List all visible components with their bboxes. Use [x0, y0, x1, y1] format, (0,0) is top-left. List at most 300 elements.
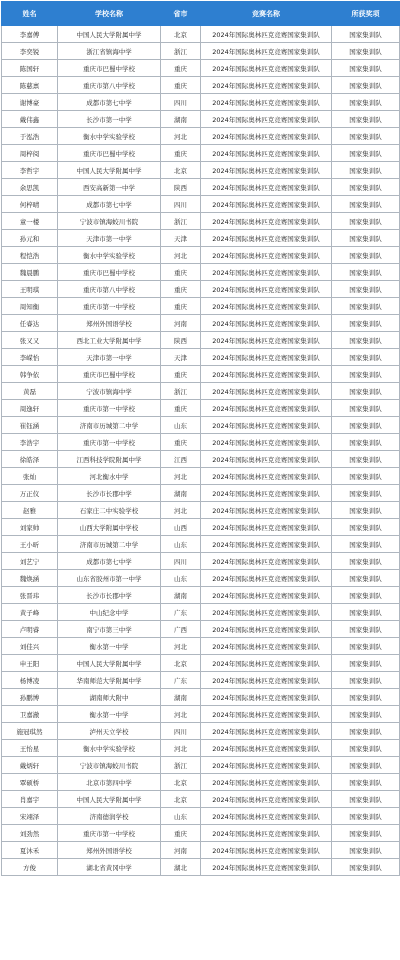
cell-province: 广东: [161, 604, 201, 621]
cell-competition: 2024年国际奥林匹克竞赛国家集训队: [201, 145, 332, 162]
table-row: [2, 638, 400, 655]
cell-name: 李浩宇: [2, 434, 58, 451]
cell-award: 国家集训队: [332, 859, 400, 876]
cell-award: 国家集训队: [332, 145, 400, 162]
cell-award: 国家集训队: [332, 60, 400, 77]
cell-award: 国家集训队: [332, 519, 400, 536]
cell-name: 张晋玮: [2, 587, 58, 604]
cell-competition: 2024年国际奥林匹克竞赛国家集训队: [201, 825, 332, 842]
cell-name: 魏焕涵: [2, 570, 58, 587]
cell-province: 河北: [161, 502, 201, 519]
header-award: 所获奖项: [332, 2, 400, 26]
cell-name: 于泓浩: [2, 128, 58, 145]
cell-award: 国家集训队: [332, 621, 400, 638]
cell-school: 长沙市长郡中学: [58, 587, 161, 604]
cell-province: 重庆: [161, 366, 201, 383]
cell-award: 国家集训队: [332, 162, 400, 179]
cell-province: 重庆: [161, 298, 201, 315]
cell-name: 王明琪: [2, 281, 58, 298]
cell-school: 济南德润学校: [58, 808, 161, 825]
cell-name: 申王阳: [2, 655, 58, 672]
cell-school: 长沙市第一中学: [58, 111, 161, 128]
cell-competition: 2024年国际奥林匹克竞赛国家集训队: [201, 485, 332, 502]
cell-province: 广西: [161, 621, 201, 638]
cell-school: 郑州外国语学校: [58, 315, 161, 332]
cell-province: 河北: [161, 247, 201, 264]
cell-award: 国家集训队: [332, 740, 400, 757]
cell-school: 郑州外国语学校: [58, 842, 161, 859]
cell-school: 重庆市巴蜀中学校: [58, 264, 161, 281]
cell-award: 国家集训队: [332, 230, 400, 247]
cell-competition: 2024年国际奥林匹克竞赛国家集训队: [201, 553, 332, 570]
cell-award: 国家集训队: [332, 349, 400, 366]
cell-award: 国家集训队: [332, 196, 400, 213]
cell-name: 李奕锐: [2, 43, 58, 60]
cell-award: 国家集训队: [332, 315, 400, 332]
cell-province: 浙江: [161, 757, 201, 774]
cell-award: 国家集训队: [332, 502, 400, 519]
cell-province: 陕西: [161, 179, 201, 196]
cell-competition: 2024年国际奥林匹克竞赛国家集训队: [201, 400, 332, 417]
cell-province: 四川: [161, 723, 201, 740]
cell-school: 重庆市第一中学校: [58, 434, 161, 451]
cell-competition: 2024年国际奥林匹克竞赛国家集训队: [201, 706, 332, 723]
cell-school: 石家庄二中实验学校: [58, 502, 161, 519]
cell-school: 泸州天立学校: [58, 723, 161, 740]
cell-award: 国家集训队: [332, 536, 400, 553]
table-row: [2, 859, 400, 876]
cell-province: 河南: [161, 315, 201, 332]
cell-award: 国家集训队: [332, 128, 400, 145]
cell-name: 赵雅: [2, 502, 58, 519]
table-body: [2, 26, 400, 876]
cell-competition: 2024年国际奥林匹克竞赛国家集训队: [201, 519, 332, 536]
cell-award: 国家集训队: [332, 791, 400, 808]
table-row: [2, 434, 400, 451]
cell-name: 王小昕: [2, 536, 58, 553]
cell-award: 国家集训队: [332, 264, 400, 281]
cell-name: 周知衡: [2, 298, 58, 315]
cell-province: 湖南: [161, 485, 201, 502]
table-row: [2, 621, 400, 638]
table-row: [2, 672, 400, 689]
cell-name: 刘家帅: [2, 519, 58, 536]
cell-school: 南宁市第三中学: [58, 621, 161, 638]
cell-name: 覃硕桥: [2, 774, 58, 791]
cell-name: 卢明睿: [2, 621, 58, 638]
table-row: [2, 315, 400, 332]
cell-name: 刘佳兴: [2, 638, 58, 655]
cell-school: 宁波市镇海中学: [58, 383, 161, 400]
table-row: [2, 706, 400, 723]
header-name: 姓名: [2, 2, 58, 26]
header-school: 学校名称: [58, 2, 161, 26]
cell-name: 李嘉傅: [2, 26, 58, 43]
cell-school: 衡水第一中学: [58, 706, 161, 723]
cell-award: 国家集训队: [332, 94, 400, 111]
cell-competition: 2024年国际奥林匹克竞赛国家集训队: [201, 111, 332, 128]
cell-competition: 2024年国际奥林匹克竞赛国家集训队: [201, 162, 332, 179]
cell-province: 重庆: [161, 825, 201, 842]
cell-school: 衡水中学实验学校: [58, 740, 161, 757]
table-row: [2, 791, 400, 808]
cell-province: 重庆: [161, 264, 201, 281]
cell-award: 国家集训队: [332, 451, 400, 468]
cell-province: 浙江: [161, 383, 201, 400]
cell-name: 程恺浩: [2, 247, 58, 264]
cell-school: 中山纪念中学: [58, 604, 161, 621]
cell-name: 黄磊: [2, 383, 58, 400]
award-list-table: [1, 1, 400, 876]
cell-competition: 2024年国际奥林匹克竞赛国家集训队: [201, 383, 332, 400]
cell-award: 国家集训队: [332, 757, 400, 774]
cell-province: 江西: [161, 451, 201, 468]
cell-school: 衡水中学实验学校: [58, 247, 161, 264]
cell-award: 国家集训队: [332, 434, 400, 451]
cell-name: 周逸轩: [2, 400, 58, 417]
table-row: [2, 485, 400, 502]
cell-province: 湖北: [161, 859, 201, 876]
cell-competition: 2024年国际奥林匹克竞赛国家集训队: [201, 774, 332, 791]
cell-competition: 2024年国际奥林匹克竞赛国家集训队: [201, 451, 332, 468]
cell-award: 国家集训队: [332, 553, 400, 570]
table-row: [2, 281, 400, 298]
table-row: [2, 383, 400, 400]
cell-award: 国家集训队: [332, 366, 400, 383]
cell-competition: 2024年国际奥林匹克竞赛国家集训队: [201, 417, 332, 434]
cell-province: 北京: [161, 774, 201, 791]
cell-name: 韩争依: [2, 366, 58, 383]
cell-competition: 2024年国际奥林匹克竞赛国家集训队: [201, 230, 332, 247]
cell-province: 河北: [161, 468, 201, 485]
cell-school: 山东省胶州市第一中学: [58, 570, 161, 587]
cell-competition: 2024年国际奥林匹克竞赛国家集训队: [201, 196, 332, 213]
cell-award: 国家集训队: [332, 400, 400, 417]
table-row: [2, 502, 400, 519]
cell-name: 刘劲然: [2, 825, 58, 842]
cell-competition: 2024年国际奥林匹克竞赛国家集训队: [201, 723, 332, 740]
cell-name: 张又又: [2, 332, 58, 349]
cell-school: 湖南师大附中: [58, 689, 161, 706]
cell-award: 国家集训队: [332, 26, 400, 43]
table-row: [2, 536, 400, 553]
table-row: [2, 145, 400, 162]
cell-province: 重庆: [161, 77, 201, 94]
cell-award: 国家集训队: [332, 332, 400, 349]
cell-province: 山东: [161, 808, 201, 825]
cell-school: 重庆市巴蜀中学校: [58, 145, 161, 162]
cell-school: 重庆市第八中学校: [58, 77, 161, 94]
cell-competition: 2024年国际奥林匹克竞赛国家集训队: [201, 757, 332, 774]
cell-name: 孙元和: [2, 230, 58, 247]
cell-province: 山东: [161, 417, 201, 434]
cell-award: 国家集训队: [332, 111, 400, 128]
table-row: [2, 298, 400, 315]
header-competition: 竞赛名称: [201, 2, 332, 26]
table-row: [2, 43, 400, 60]
table-row: [2, 94, 400, 111]
cell-province: 重庆: [161, 400, 201, 417]
cell-school: 中国人民大学附属中学: [58, 655, 161, 672]
cell-school: 北京市第四中学: [58, 774, 161, 791]
cell-name: 刘艺宁: [2, 553, 58, 570]
cell-competition: 2024年国际奥林匹克竞赛国家集训队: [201, 349, 332, 366]
cell-province: 北京: [161, 655, 201, 672]
cell-province: 重庆: [161, 434, 201, 451]
cell-competition: 2024年国际奥林匹克竞赛国家集训队: [201, 570, 332, 587]
cell-name: 宋翊泽: [2, 808, 58, 825]
cell-school: 重庆市第一中学校: [58, 400, 161, 417]
cell-school: 衡水第一中学: [58, 638, 161, 655]
cell-school: 华南师范大学附属中学: [58, 672, 161, 689]
cell-province: 四川: [161, 94, 201, 111]
cell-award: 国家集训队: [332, 485, 400, 502]
cell-province: 天津: [161, 230, 201, 247]
cell-name: 戴炳轩: [2, 757, 58, 774]
cell-province: 浙江: [161, 43, 201, 60]
cell-competition: 2024年国际奥林匹克竞赛国家集训队: [201, 621, 332, 638]
cell-school: 成都市第七中学: [58, 196, 161, 213]
cell-province: 湖南: [161, 689, 201, 706]
cell-name: 童一楼: [2, 213, 58, 230]
cell-province: 山东: [161, 536, 201, 553]
cell-award: 国家集训队: [332, 247, 400, 264]
cell-school: 宁波市镇海蛟川书院: [58, 213, 161, 230]
cell-name: 夏沐禾: [2, 842, 58, 859]
cell-award: 国家集训队: [332, 655, 400, 672]
cell-competition: 2024年国际奥林匹克竞赛国家集训队: [201, 434, 332, 451]
table-row: [2, 808, 400, 825]
cell-award: 国家集训队: [332, 604, 400, 621]
cell-name: 何梓晴: [2, 196, 58, 213]
cell-award: 国家集训队: [332, 77, 400, 94]
cell-school: 河北衡水中学: [58, 468, 161, 485]
cell-competition: 2024年国际奥林匹克竞赛国家集训队: [201, 247, 332, 264]
cell-competition: 2024年国际奥林匹克竞赛国家集训队: [201, 298, 332, 315]
cell-competition: 2024年国际奥林匹克竞赛国家集训队: [201, 77, 332, 94]
cell-school: 重庆市第一中学校: [58, 825, 161, 842]
header-row: [2, 2, 400, 26]
table-row: [2, 400, 400, 417]
cell-school: 西北工业大学附属中学: [58, 332, 161, 349]
table-row: [2, 553, 400, 570]
cell-province: 湖南: [161, 111, 201, 128]
cell-name: 余思凯: [2, 179, 58, 196]
cell-name: 黄子峰: [2, 604, 58, 621]
cell-competition: 2024年国际奥林匹克竞赛国家集训队: [201, 264, 332, 281]
cell-province: 广东: [161, 672, 201, 689]
cell-name: 肖嘉宇: [2, 791, 58, 808]
cell-award: 国家集训队: [332, 179, 400, 196]
table-row: [2, 655, 400, 672]
cell-name: 杨博凌: [2, 672, 58, 689]
cell-name: 任睿达: [2, 315, 58, 332]
cell-competition: 2024年国际奥林匹克竞赛国家集训队: [201, 740, 332, 757]
cell-school: 济南市历城第二中学: [58, 417, 161, 434]
table-row: [2, 723, 400, 740]
cell-province: 重庆: [161, 281, 201, 298]
table-row: [2, 570, 400, 587]
cell-name: 李嵘怡: [2, 349, 58, 366]
cell-award: 国家集训队: [332, 281, 400, 298]
table-row: [2, 264, 400, 281]
table-row: [2, 604, 400, 621]
table-row: [2, 128, 400, 145]
cell-award: 国家集训队: [332, 587, 400, 604]
table-row: [2, 196, 400, 213]
table-row: [2, 740, 400, 757]
cell-school: 宁波市镇海蛟川书院: [58, 757, 161, 774]
cell-province: 湖南: [161, 587, 201, 604]
cell-school: 重庆市巴蜀中学校: [58, 366, 161, 383]
cell-school: 浙江省镇海中学: [58, 43, 161, 60]
cell-competition: 2024年国际奥林匹克竞赛国家集训队: [201, 791, 332, 808]
cell-competition: 2024年国际奥林匹克竞赛国家集训队: [201, 808, 332, 825]
table-row: [2, 247, 400, 264]
cell-award: 国家集训队: [332, 570, 400, 587]
cell-province: 河北: [161, 638, 201, 655]
cell-award: 国家集训队: [332, 723, 400, 740]
cell-name: 陈慈禀: [2, 77, 58, 94]
table-row: [2, 230, 400, 247]
cell-school: 济南市历城第二中学: [58, 536, 161, 553]
cell-competition: 2024年国际奥林匹克竞赛国家集训队: [201, 179, 332, 196]
cell-province: 河北: [161, 706, 201, 723]
cell-school: 成都市第七中学: [58, 94, 161, 111]
cell-school: 中国人民大学附属中学: [58, 26, 161, 43]
cell-award: 国家集训队: [332, 298, 400, 315]
cell-competition: 2024年国际奥林匹克竞赛国家集训队: [201, 604, 332, 621]
table-row: [2, 519, 400, 536]
table-row: [2, 77, 400, 94]
cell-province: 四川: [161, 196, 201, 213]
cell-competition: 2024年国际奥林匹克竞赛国家集训队: [201, 587, 332, 604]
cell-province: 重庆: [161, 145, 201, 162]
cell-name: 周梓阅: [2, 145, 58, 162]
cell-name: 徐皓泽: [2, 451, 58, 468]
cell-competition: 2024年国际奥林匹克竞赛国家集训队: [201, 26, 332, 43]
cell-award: 国家集训队: [332, 417, 400, 434]
cell-school: 衡水中学实验学校: [58, 128, 161, 145]
cell-school: 天津市第一中学: [58, 230, 161, 247]
cell-award: 国家集训队: [332, 689, 400, 706]
cell-award: 国家集训队: [332, 842, 400, 859]
cell-school: 重庆市巴蜀中学校: [58, 60, 161, 77]
cell-competition: 2024年国际奥林匹克竞赛国家集训队: [201, 672, 332, 689]
cell-competition: 2024年国际奥林匹克竞赛国家集训队: [201, 94, 332, 111]
cell-award: 国家集训队: [332, 672, 400, 689]
cell-award: 国家集训队: [332, 43, 400, 60]
table-row: [2, 689, 400, 706]
cell-province: 河北: [161, 128, 201, 145]
table-row: [2, 349, 400, 366]
cell-name: 魏晨鹏: [2, 264, 58, 281]
cell-school: 西安高新第一中学: [58, 179, 161, 196]
table-row: [2, 825, 400, 842]
cell-province: 陕西: [161, 332, 201, 349]
cell-competition: 2024年国际奥林匹克竞赛国家集训队: [201, 536, 332, 553]
cell-name: 孙鹏博: [2, 689, 58, 706]
table-row: [2, 111, 400, 128]
table-row: [2, 60, 400, 77]
cell-name: 陈国轩: [2, 60, 58, 77]
table-row: [2, 366, 400, 383]
cell-award: 国家集训队: [332, 825, 400, 842]
cell-name: 谢博豪: [2, 94, 58, 111]
cell-name: 施冠琪然: [2, 723, 58, 740]
cell-competition: 2024年国际奥林匹克竞赛国家集训队: [201, 638, 332, 655]
cell-competition: 2024年国际奥林匹克竞赛国家集训队: [201, 213, 332, 230]
cell-province: 山西: [161, 519, 201, 536]
cell-competition: 2024年国际奥林匹克竞赛国家集训队: [201, 689, 332, 706]
cell-school: 重庆市第八中学校: [58, 281, 161, 298]
cell-name: 张灿: [2, 468, 58, 485]
cell-name: 戴伟鑫: [2, 111, 58, 128]
cell-award: 国家集训队: [332, 774, 400, 791]
table-row: [2, 468, 400, 485]
table-header: [2, 2, 400, 26]
cell-school: 中国人民大学附属中学: [58, 162, 161, 179]
cell-name: 王怡星: [2, 740, 58, 757]
table-row: [2, 332, 400, 349]
cell-province: 北京: [161, 791, 201, 808]
cell-competition: 2024年国际奥林匹克竞赛国家集训队: [201, 60, 332, 77]
cell-award: 国家集训队: [332, 213, 400, 230]
cell-school: 中国人民大学附属中学: [58, 791, 161, 808]
cell-award: 国家集训队: [332, 468, 400, 485]
cell-competition: 2024年国际奥林匹克竞赛国家集训队: [201, 655, 332, 672]
table-row: [2, 213, 400, 230]
cell-province: 北京: [161, 26, 201, 43]
table-row: [2, 842, 400, 859]
cell-award: 国家集训队: [332, 383, 400, 400]
cell-province: 浙江: [161, 213, 201, 230]
table-row: [2, 162, 400, 179]
cell-competition: 2024年国际奥林匹克竞赛国家集训队: [201, 859, 332, 876]
cell-province: 四川: [161, 553, 201, 570]
cell-school: 山西大学附属中学校: [58, 519, 161, 536]
header-province: 省市: [161, 2, 201, 26]
cell-award: 国家集训队: [332, 706, 400, 723]
cell-province: 重庆: [161, 60, 201, 77]
cell-competition: 2024年国际奥林匹克竞赛国家集训队: [201, 332, 332, 349]
cell-province: 河北: [161, 740, 201, 757]
cell-name: 卫嘉澈: [2, 706, 58, 723]
table-row: [2, 179, 400, 196]
cell-competition: 2024年国际奥林匹克竞赛国家集训队: [201, 315, 332, 332]
cell-name: 崔钰涵: [2, 417, 58, 434]
table-row: [2, 451, 400, 468]
table-row: [2, 757, 400, 774]
cell-province: 山东: [161, 570, 201, 587]
cell-province: 北京: [161, 162, 201, 179]
table-row: [2, 587, 400, 604]
cell-competition: 2024年国际奥林匹克竞赛国家集训队: [201, 468, 332, 485]
cell-province: 河南: [161, 842, 201, 859]
cell-award: 国家集训队: [332, 638, 400, 655]
cell-school: 重庆市第一中学校: [58, 298, 161, 315]
cell-award: 国家集训队: [332, 808, 400, 825]
cell-competition: 2024年国际奥林匹克竞赛国家集训队: [201, 842, 332, 859]
cell-school: 长沙市长郡中学: [58, 485, 161, 502]
cell-name: 李哲宇: [2, 162, 58, 179]
cell-name: 方俊: [2, 859, 58, 876]
cell-name: 万正仪: [2, 485, 58, 502]
cell-competition: 2024年国际奥林匹克竞赛国家集训队: [201, 366, 332, 383]
table-row: [2, 417, 400, 434]
cell-school: 成都市第七中学: [58, 553, 161, 570]
cell-competition: 2024年国际奥林匹克竞赛国家集训队: [201, 128, 332, 145]
